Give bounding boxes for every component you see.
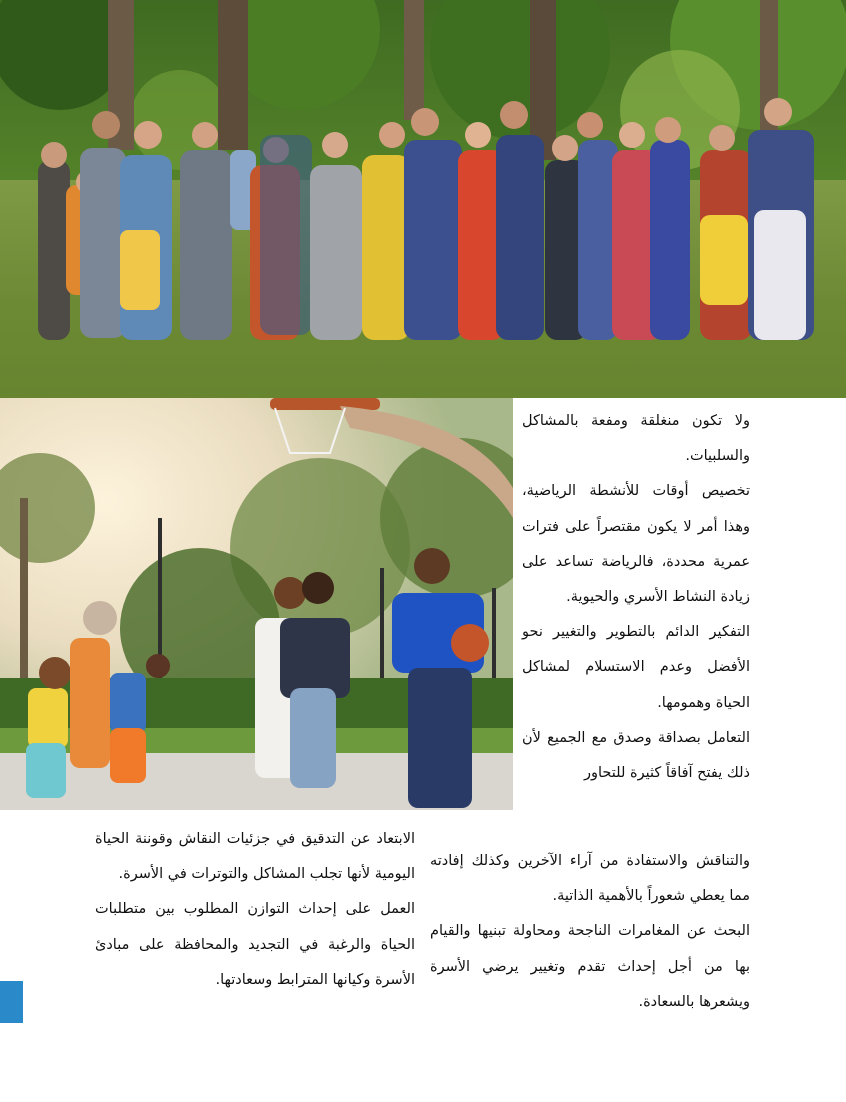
paragraph: تخصيص أوقات للأنشطة الرياضية، وهذا أمر لا يكون مقتصراً على فترات عمرية محددة، فالرياضة تساعد على زيادة النشاط الأسري والحيوية. — [522, 483, 750, 606]
paragraph: التعامل بصداقة وصدق مع الجميع لأن ذلك يفتح آفاقاً كثيرة للتحاور — [522, 729, 750, 782]
right-text-column-continued — [430, 844, 750, 1020]
family-group-photo — [0, 0, 846, 398]
paragraph: البحث عن المغامرات الناجحة ومحاولة تبنيها والقيام بها من أجل إحداث تقدم وتغيير يرضي الأسرة ويشعرها بالسعادة. — [430, 923, 750, 1010]
side-tab-marker — [0, 981, 23, 1023]
paragraph: الابتعاد عن التدقيق في جزئيات النقاش وقوننة الحياة اليومية لأنها تجلب المشاكل والتوترات في الأسرة. — [95, 831, 415, 883]
paragraph: والتناقش والاستفادة من آراء الآخرين وكذلك إفادته مما يعطي شعوراً بالأهمية الذاتية. — [430, 853, 750, 905]
family-photo-graphic — [0, 0, 846, 398]
paragraph: ولا تكون منغلقة ومفعة بالمشاكل والسلبيات. — [522, 413, 750, 465]
family-basketball-photo — [0, 398, 513, 810]
paragraph: العمل على إحداث التوازن المطلوب بين متطلبات الحياة والرغبة في التجديد والمحافظة على مبادئ الأسرة وكيانها المترابط وسعادتها. — [95, 901, 415, 988]
paragraph: التفكير الدائم بالتطوير والتغيير نحو الأفضل وعدم الاستسلام لمشاكل الحياة وهمومها. — [522, 624, 750, 711]
right-text-column — [522, 404, 750, 791]
basketball-photo-graphic — [0, 398, 513, 810]
left-text-column — [95, 822, 415, 998]
